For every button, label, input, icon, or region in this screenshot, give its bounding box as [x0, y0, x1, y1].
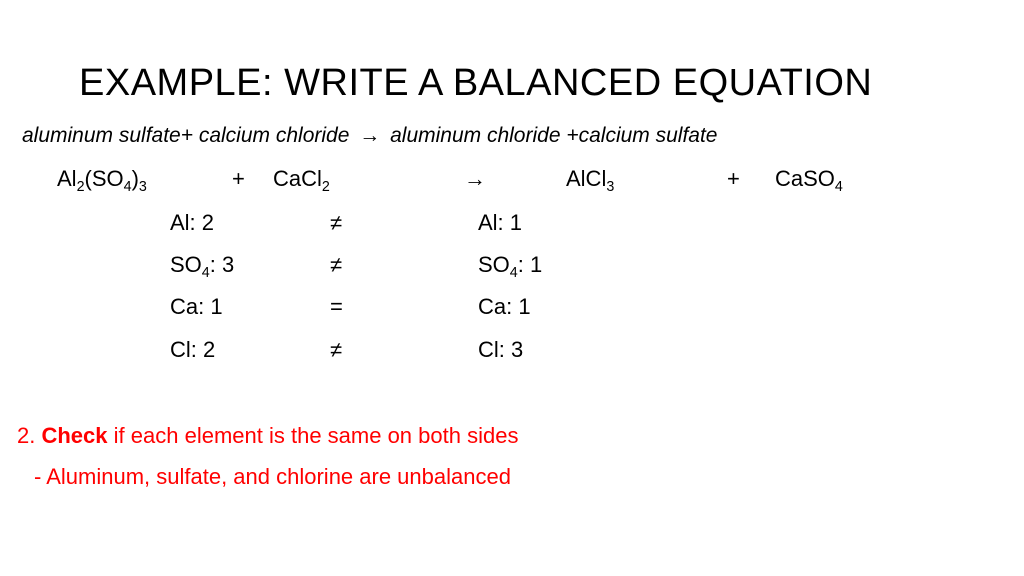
relation-ca: =	[330, 294, 343, 319]
right-arrow-icon: →	[464, 166, 486, 191]
relation-al: ≠	[330, 210, 343, 235]
count-right-al: Al: 1	[478, 210, 523, 235]
count-left-cl: Cl: 2	[170, 337, 216, 362]
unbalanced-note: - Aluminum, sulfate, and chlorine are unbalanced	[34, 464, 511, 489]
word-equation-reactants: aluminum sulfate+ calcium chloride	[22, 124, 350, 147]
relation-cl: ≠	[330, 337, 343, 362]
step-keyword: Check	[41, 423, 108, 448]
count-right-ca: Ca: 1	[478, 294, 531, 319]
count-right-cl: Cl: 3	[478, 337, 524, 362]
word-equation	[22, 124, 718, 148]
step-text: if each element is the same on both sides	[113, 423, 519, 448]
plus-sign: +	[232, 166, 245, 191]
step-number: 2.	[17, 423, 36, 448]
product-calcium-sulfate: CaSO$_4$	[775, 166, 843, 195]
product-aluminum-chloride: AlCl$_3$	[566, 166, 615, 195]
reactant-calcium-chloride: CaCl$_2$	[273, 166, 330, 195]
slide-title: EXAMPLE: WRITE A BALANCED EQUATION	[79, 62, 873, 104]
right-arrow-icon: →	[359, 124, 381, 147]
plus-sign: +	[727, 166, 740, 191]
count-right-so4: $SO_4$: 1	[478, 252, 543, 281]
count-left-ca: Ca: 1	[170, 294, 223, 319]
word-equation-products: aluminum chloride +calcium sulfate	[390, 124, 718, 147]
relation-so4: ≠	[330, 252, 343, 277]
reactant-aluminum-sulfate: $Al_2(SO_4)_3$	[57, 166, 147, 195]
count-left-so4: $SO_4$: 3	[170, 252, 235, 281]
step-instruction	[17, 423, 518, 449]
count-left-al: Al: 2	[170, 210, 215, 235]
